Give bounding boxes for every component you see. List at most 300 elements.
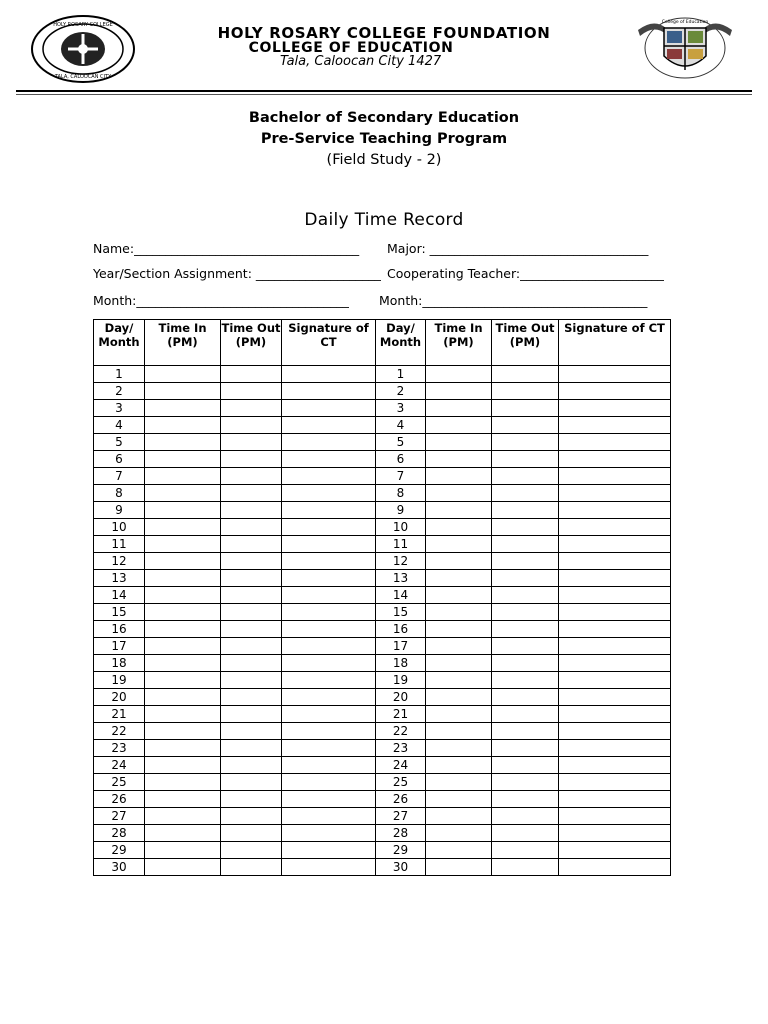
day-cell: 3: [94, 400, 145, 417]
day-cell: 13: [376, 570, 426, 587]
day-cell: 5: [376, 434, 426, 451]
signature-cell[interactable]: [282, 842, 376, 859]
day-cell: 29: [94, 842, 145, 859]
signature-cell[interactable]: [282, 451, 376, 468]
signature-cell[interactable]: [282, 502, 376, 519]
signature-cell[interactable]: [559, 417, 671, 434]
table-row: [94, 859, 671, 876]
table-row: [94, 621, 671, 638]
time-in-cell[interactable]: [426, 808, 492, 825]
time-in-cell[interactable]: [145, 502, 221, 519]
time-out-cell[interactable]: [221, 774, 282, 791]
day-cell: 8: [376, 485, 426, 502]
time-in-cell[interactable]: [426, 672, 492, 689]
time-out-cell[interactable]: [492, 485, 559, 502]
signature-cell[interactable]: [559, 655, 671, 672]
signature-cell[interactable]: [282, 825, 376, 842]
day-cell: 10: [94, 519, 145, 536]
time-out-cell[interactable]: [492, 621, 559, 638]
day-cell: 1: [376, 366, 426, 383]
time-out-cell[interactable]: [221, 689, 282, 706]
day-cell: 29: [376, 842, 426, 859]
col-header-day: Day/ Month: [376, 320, 426, 366]
signature-cell[interactable]: [559, 587, 671, 604]
day-cell: 18: [376, 655, 426, 672]
time-out-cell[interactable]: [221, 655, 282, 672]
time-out-cell[interactable]: [221, 723, 282, 740]
time-out-cell[interactable]: [492, 757, 559, 774]
time-in-cell[interactable]: [426, 570, 492, 587]
day-cell: 5: [94, 434, 145, 451]
day-cell: 25: [94, 774, 145, 791]
time-out-cell[interactable]: [492, 553, 559, 570]
institution-name: HOLY ROSARY COLLEGE FOUNDATION: [217, 24, 551, 42]
time-out-cell[interactable]: [221, 621, 282, 638]
day-cell: 16: [376, 621, 426, 638]
table-row: [94, 774, 671, 791]
time-in-cell[interactable]: [145, 723, 221, 740]
table-row: [94, 519, 671, 536]
table-row: [94, 655, 671, 672]
signature-cell[interactable]: [559, 723, 671, 740]
table-header-row: [94, 320, 671, 366]
signature-cell[interactable]: [559, 502, 671, 519]
time-out-cell[interactable]: [221, 587, 282, 604]
signature-cell[interactable]: [559, 383, 671, 400]
time-in-cell[interactable]: [145, 553, 221, 570]
time-out-cell[interactable]: [492, 842, 559, 859]
col-header-signature: Signature of CT: [559, 320, 671, 366]
month-field-right[interactable]: Month:____________________________________: [379, 293, 648, 308]
signature-cell[interactable]: [282, 655, 376, 672]
time-out-cell[interactable]: [221, 706, 282, 723]
time-out-cell[interactable]: [221, 417, 282, 434]
time-in-cell[interactable]: [145, 672, 221, 689]
day-cell: 24: [376, 757, 426, 774]
time-in-cell[interactable]: [426, 485, 492, 502]
time-out-cell[interactable]: [221, 451, 282, 468]
time-in-cell[interactable]: [145, 587, 221, 604]
signature-cell[interactable]: [282, 672, 376, 689]
day-cell: 12: [376, 553, 426, 570]
time-in-cell[interactable]: [426, 587, 492, 604]
table-row: [94, 383, 671, 400]
time-in-cell[interactable]: [426, 638, 492, 655]
education-crest-logo: [634, 14, 736, 82]
signature-cell[interactable]: [282, 519, 376, 536]
time-in-cell[interactable]: [145, 706, 221, 723]
time-out-cell[interactable]: [492, 825, 559, 842]
time-in-cell[interactable]: [426, 468, 492, 485]
time-out-cell[interactable]: [221, 808, 282, 825]
cooperating-teacher-field[interactable]: Cooperating Teacher:_______________________: [387, 266, 664, 281]
time-out-cell[interactable]: [492, 655, 559, 672]
day-cell: 26: [376, 791, 426, 808]
svg-text:College of Education: College of Education: [661, 20, 709, 25]
time-in-cell[interactable]: [426, 400, 492, 417]
signature-cell[interactable]: [282, 400, 376, 417]
signature-cell[interactable]: [282, 417, 376, 434]
time-in-cell[interactable]: [426, 689, 492, 706]
time-out-cell[interactable]: [221, 536, 282, 553]
subprogram-title: Pre-Service Teaching Program: [260, 131, 508, 147]
signature-cell[interactable]: [559, 366, 671, 383]
time-out-cell[interactable]: [492, 672, 559, 689]
signature-cell[interactable]: [282, 468, 376, 485]
time-in-cell[interactable]: [145, 774, 221, 791]
time-in-cell[interactable]: [426, 774, 492, 791]
time-in-cell[interactable]: [145, 366, 221, 383]
time-out-cell[interactable]: [221, 502, 282, 519]
time-in-cell[interactable]: [426, 621, 492, 638]
time-in-cell[interactable]: [145, 638, 221, 655]
time-in-cell[interactable]: [426, 366, 492, 383]
time-in-cell[interactable]: [426, 655, 492, 672]
address: Tala, Caloocan City 1427: [280, 54, 442, 69]
day-cell: 7: [94, 468, 145, 485]
table-row: [94, 604, 671, 621]
time-out-cell[interactable]: [492, 434, 559, 451]
day-cell: 14: [376, 587, 426, 604]
day-cell: 21: [94, 706, 145, 723]
svg-text:TALA, CALOOCAN CITY: TALA, CALOOCAN CITY: [54, 74, 112, 80]
signature-cell[interactable]: [282, 536, 376, 553]
time-in-cell[interactable]: [426, 434, 492, 451]
signature-cell[interactable]: [559, 859, 671, 876]
header-rule: [16, 90, 752, 92]
time-out-cell[interactable]: [492, 587, 559, 604]
table-row: [94, 366, 671, 383]
col-header-time-out: Time Out (PM): [492, 320, 559, 366]
day-cell: 4: [94, 417, 145, 434]
time-out-cell[interactable]: [492, 383, 559, 400]
time-in-cell[interactable]: [145, 400, 221, 417]
day-cell: 23: [376, 740, 426, 757]
day-cell: 10: [376, 519, 426, 536]
time-out-cell[interactable]: [492, 417, 559, 434]
time-out-cell[interactable]: [492, 468, 559, 485]
signature-cell[interactable]: [559, 689, 671, 706]
time-out-cell[interactable]: [221, 757, 282, 774]
signature-cell[interactable]: [559, 808, 671, 825]
day-cell: 28: [376, 825, 426, 842]
day-cell: 13: [94, 570, 145, 587]
table-row: [94, 723, 671, 740]
signature-cell[interactable]: [559, 485, 671, 502]
time-in-cell[interactable]: [145, 740, 221, 757]
day-cell: 12: [94, 553, 145, 570]
time-in-cell[interactable]: [145, 536, 221, 553]
day-cell: 18: [94, 655, 145, 672]
time-out-cell[interactable]: [492, 740, 559, 757]
day-cell: 15: [94, 604, 145, 621]
signature-cell[interactable]: [282, 366, 376, 383]
signature-cell[interactable]: [282, 383, 376, 400]
time-in-cell[interactable]: [426, 842, 492, 859]
time-in-cell[interactable]: [426, 791, 492, 808]
time-out-cell[interactable]: [492, 366, 559, 383]
table-row: [94, 757, 671, 774]
day-cell: 2: [376, 383, 426, 400]
signature-cell[interactable]: [559, 400, 671, 417]
time-in-cell[interactable]: [426, 417, 492, 434]
signature-cell[interactable]: [282, 808, 376, 825]
course-title: (Field Study - 2): [326, 152, 442, 168]
time-in-cell[interactable]: [145, 655, 221, 672]
day-cell: 24: [94, 757, 145, 774]
day-cell: 20: [376, 689, 426, 706]
day-cell: 11: [94, 536, 145, 553]
college-seal-logo: [30, 14, 136, 84]
time-in-cell[interactable]: [145, 825, 221, 842]
day-cell: 14: [94, 587, 145, 604]
time-out-cell[interactable]: [221, 842, 282, 859]
signature-cell[interactable]: [282, 791, 376, 808]
signature-cell[interactable]: [559, 519, 671, 536]
day-cell: 28: [94, 825, 145, 842]
time-in-cell[interactable]: [145, 757, 221, 774]
time-out-cell[interactable]: [492, 604, 559, 621]
time-out-cell[interactable]: [221, 400, 282, 417]
time-out-cell[interactable]: [492, 451, 559, 468]
day-cell: 11: [376, 536, 426, 553]
signature-cell[interactable]: [282, 740, 376, 757]
table-row: [94, 825, 671, 842]
signature-cell[interactable]: [282, 859, 376, 876]
time-in-cell[interactable]: [426, 825, 492, 842]
signature-cell[interactable]: [559, 621, 671, 638]
signature-cell[interactable]: [282, 587, 376, 604]
table-row: [94, 791, 671, 808]
day-cell: 27: [376, 808, 426, 825]
signature-cell[interactable]: [559, 706, 671, 723]
time-in-cell[interactable]: [426, 706, 492, 723]
day-cell: 22: [376, 723, 426, 740]
form-title: Daily Time Record: [304, 210, 464, 230]
day-cell: 30: [376, 859, 426, 876]
day-cell: 16: [94, 621, 145, 638]
header-rule-thin: [16, 94, 752, 95]
time-in-cell[interactable]: [426, 502, 492, 519]
time-in-cell[interactable]: [145, 842, 221, 859]
col-header-time-in: Time In (PM): [145, 320, 221, 366]
signature-cell[interactable]: [282, 706, 376, 723]
college-name: COLLEGE OF EDUCATION: [248, 40, 454, 56]
time-in-cell[interactable]: [145, 485, 221, 502]
table-row: [94, 842, 671, 859]
time-out-cell[interactable]: [492, 774, 559, 791]
table-row: [94, 740, 671, 757]
table-row: [94, 672, 671, 689]
signature-cell[interactable]: [559, 842, 671, 859]
table-row: [94, 400, 671, 417]
time-out-cell[interactable]: [221, 859, 282, 876]
day-cell: 3: [376, 400, 426, 417]
time-out-cell[interactable]: [221, 434, 282, 451]
time-out-cell[interactable]: [221, 519, 282, 536]
time-out-cell[interactable]: [492, 859, 559, 876]
col-header-day: Day/ Month: [94, 320, 145, 366]
day-cell: 30: [94, 859, 145, 876]
time-in-cell[interactable]: [426, 536, 492, 553]
col-header-signature: Signature of CT: [282, 320, 376, 366]
time-in-cell[interactable]: [145, 621, 221, 638]
col-header-time-in: Time In (PM): [426, 320, 492, 366]
day-cell: 2: [94, 383, 145, 400]
time-in-cell[interactable]: [426, 383, 492, 400]
table-row: [94, 570, 671, 587]
signature-cell[interactable]: [559, 604, 671, 621]
time-in-cell[interactable]: [145, 468, 221, 485]
signature-cell[interactable]: [559, 638, 671, 655]
signature-cell[interactable]: [282, 774, 376, 791]
table-row: [94, 434, 671, 451]
table-row: [94, 638, 671, 655]
time-in-cell[interactable]: [145, 417, 221, 434]
time-in-cell[interactable]: [145, 434, 221, 451]
day-cell: 25: [376, 774, 426, 791]
time-out-cell[interactable]: [221, 672, 282, 689]
day-cell: 22: [94, 723, 145, 740]
letterhead: [0, 0, 768, 100]
day-cell: 1: [94, 366, 145, 383]
day-cell: 21: [376, 706, 426, 723]
day-cell: 26: [94, 791, 145, 808]
day-cell: 23: [94, 740, 145, 757]
day-cell: 6: [94, 451, 145, 468]
month-field-left[interactable]: Month:__________________________________: [93, 293, 349, 308]
time-in-cell[interactable]: [145, 791, 221, 808]
time-out-cell[interactable]: [492, 808, 559, 825]
signature-cell[interactable]: [559, 791, 671, 808]
time-out-cell[interactable]: [492, 723, 559, 740]
time-in-cell[interactable]: [426, 553, 492, 570]
table-row: [94, 808, 671, 825]
time-in-cell[interactable]: [145, 570, 221, 587]
time-record-table: [93, 319, 671, 876]
table-row: [94, 485, 671, 502]
name-field[interactable]: Name:____________________________________: [93, 241, 360, 256]
time-in-cell[interactable]: [426, 740, 492, 757]
table-row: [94, 468, 671, 485]
program-title: Bachelor of Secondary Education: [248, 110, 520, 126]
time-in-cell[interactable]: [145, 808, 221, 825]
day-cell: 6: [376, 451, 426, 468]
signature-cell[interactable]: [282, 689, 376, 706]
time-out-cell[interactable]: [492, 536, 559, 553]
signature-cell[interactable]: [559, 825, 671, 842]
time-out-cell[interactable]: [492, 791, 559, 808]
time-out-cell[interactable]: [221, 383, 282, 400]
time-in-cell[interactable]: [426, 604, 492, 621]
time-in-cell[interactable]: [426, 757, 492, 774]
signature-cell[interactable]: [282, 604, 376, 621]
table-row: [94, 417, 671, 434]
time-out-cell[interactable]: [492, 706, 559, 723]
signature-cell[interactable]: [559, 570, 671, 587]
time-out-cell[interactable]: [221, 366, 282, 383]
table-body: [94, 366, 671, 876]
time-out-cell[interactable]: [221, 740, 282, 757]
day-cell: 8: [94, 485, 145, 502]
table-row: [94, 502, 671, 519]
signature-cell[interactable]: [282, 757, 376, 774]
time-out-cell[interactable]: [221, 553, 282, 570]
day-cell: 19: [94, 672, 145, 689]
table-row: [94, 706, 671, 723]
signature-cell[interactable]: [282, 723, 376, 740]
day-cell: 15: [376, 604, 426, 621]
day-cell: 7: [376, 468, 426, 485]
table-row: [94, 451, 671, 468]
signature-cell[interactable]: [559, 553, 671, 570]
table-row: [94, 536, 671, 553]
time-in-cell[interactable]: [145, 383, 221, 400]
signature-cell[interactable]: [559, 672, 671, 689]
time-out-cell[interactable]: [221, 825, 282, 842]
day-cell: 27: [94, 808, 145, 825]
time-in-cell[interactable]: [145, 689, 221, 706]
signature-cell[interactable]: [559, 451, 671, 468]
day-cell: 17: [94, 638, 145, 655]
time-out-cell[interactable]: [221, 638, 282, 655]
signature-cell[interactable]: [282, 621, 376, 638]
signature-cell[interactable]: [282, 553, 376, 570]
time-out-cell[interactable]: [221, 604, 282, 621]
signature-cell[interactable]: [559, 468, 671, 485]
day-cell: 4: [376, 417, 426, 434]
signature-cell[interactable]: [559, 774, 671, 791]
time-in-cell[interactable]: [145, 519, 221, 536]
major-field[interactable]: Major: ___________________________________: [387, 241, 649, 256]
time-out-cell[interactable]: [492, 570, 559, 587]
year-section-field[interactable]: Year/Section Assignment: ____________________: [93, 266, 381, 281]
time-out-cell[interactable]: [221, 570, 282, 587]
time-out-cell[interactable]: [221, 791, 282, 808]
col-header-time-out: Time Out (PM): [221, 320, 282, 366]
time-out-cell[interactable]: [492, 689, 559, 706]
time-out-cell[interactable]: [221, 485, 282, 502]
time-out-cell[interactable]: [221, 468, 282, 485]
time-in-cell[interactable]: [426, 451, 492, 468]
time-out-cell[interactable]: [492, 502, 559, 519]
time-in-cell[interactable]: [145, 451, 221, 468]
table-row: [94, 689, 671, 706]
time-in-cell[interactable]: [426, 519, 492, 536]
table-row: [94, 587, 671, 604]
time-in-cell[interactable]: [426, 723, 492, 740]
time-in-cell[interactable]: [145, 859, 221, 876]
time-out-cell[interactable]: [492, 638, 559, 655]
table-row: [94, 553, 671, 570]
signature-cell[interactable]: [559, 536, 671, 553]
day-cell: 20: [94, 689, 145, 706]
day-cell: 9: [376, 502, 426, 519]
signature-cell[interactable]: [559, 740, 671, 757]
time-in-cell[interactable]: [426, 859, 492, 876]
signature-cell[interactable]: [559, 434, 671, 451]
signature-cell[interactable]: [282, 485, 376, 502]
svg-text:HOLY ROSARY COLLEGE: HOLY ROSARY COLLEGE: [53, 22, 113, 28]
time-in-cell[interactable]: [145, 604, 221, 621]
signature-cell[interactable]: [282, 638, 376, 655]
signature-cell[interactable]: [559, 757, 671, 774]
signature-cell[interactable]: [282, 434, 376, 451]
time-out-cell[interactable]: [492, 400, 559, 417]
day-cell: 9: [94, 502, 145, 519]
time-out-cell[interactable]: [492, 519, 559, 536]
signature-cell[interactable]: [282, 570, 376, 587]
